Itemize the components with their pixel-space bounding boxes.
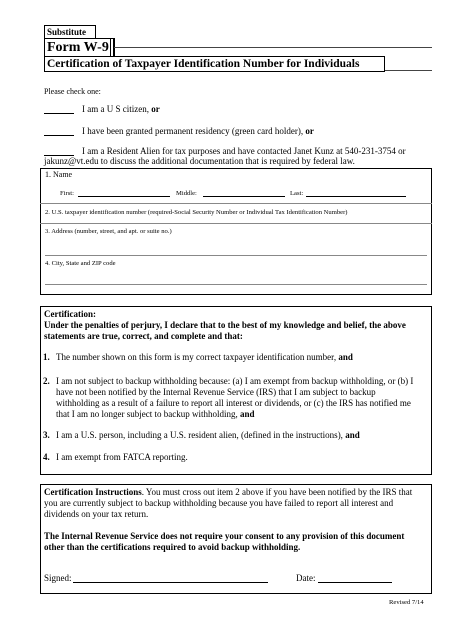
first-name-field[interactable]: [78, 196, 170, 197]
last-name-field[interactable]: [306, 196, 406, 197]
option-citizen-text: I am a U S citizen,: [82, 104, 152, 114]
middle-name-field[interactable]: [203, 196, 285, 197]
item-3-body: I am a U.S. person, including a U.S. resident alien, (defined in the instructions),: [56, 430, 346, 440]
option-resident-text: I have been granted permanent residency (green card holder),: [82, 126, 306, 136]
header-rule-top: [114, 47, 432, 48]
item-3-number: 3.: [43, 430, 50, 440]
substitute-box: [44, 25, 96, 39]
item-1-body: The number shown on this form is my correct taxpayer identification number,: [56, 352, 339, 362]
item-3-and: and: [345, 430, 360, 440]
item-2-text: [56, 376, 433, 420]
form-label-box: [44, 38, 114, 57]
item-2-number: 2.: [43, 376, 50, 386]
item-2-line1: I am not subject to backup withholding because: (a) I am exempt from backup withholding, or (b) I: [56, 376, 414, 386]
instructions-line1-rest: . You must cross out item 2 above if you have been notified by the IRS that: [141, 487, 413, 497]
irs-notice-line1: The Internal Revenue Service does not require your consent to any provision of this document: [44, 531, 405, 541]
first-name-label: First:: [60, 190, 74, 197]
item-1-and: and: [338, 352, 353, 362]
address-field[interactable]: [45, 255, 427, 256]
item-1-number: 1.: [43, 352, 50, 362]
check-blank-citizen[interactable]: [44, 113, 74, 114]
certification-intro-line1: Under the penalties of perjury, I declare that to the best of my knowledge and belief, the above: [44, 320, 406, 330]
form-label: Form W-9: [47, 40, 109, 55]
option-resident-alien-line1: I am a Resident Alien for tax purposes and have contacted Janet Kunz at 540-231-3754 or: [82, 146, 406, 156]
item-4-number: 4.: [43, 452, 50, 462]
instructions-heading: Certification Instructions: [44, 487, 142, 497]
check-prompt: Please check one:: [44, 87, 101, 96]
check-blank-resident[interactable]: [44, 135, 74, 136]
option-citizen-or: or: [151, 104, 160, 114]
certification-heading: Certification:: [44, 309, 96, 319]
form-title: Certification of Taxpayer Identification Number for Individuals: [47, 58, 360, 70]
instructions-line2: you are currently subject to backup withholding because you have failed to report all interest and: [44, 498, 394, 508]
last-name-label: Last:: [290, 190, 304, 197]
option-resident-or: or: [305, 126, 314, 136]
tin-label: 2. U.S. taxpayer identification number (required-Social Security Number or Individual Tax Identification Number): [45, 209, 348, 216]
item-2-line2: have not been notified by the Internal Revenue Service (IRS) that I am subject to backup: [56, 387, 376, 397]
signed-label: Signed:: [44, 573, 72, 583]
revision-note: Revised 7/14: [389, 599, 424, 606]
certification-intro-line2: statements are true, correct, and complete and that:: [44, 331, 243, 341]
option-citizen: [82, 104, 160, 115]
signature-field[interactable]: [73, 582, 268, 583]
instructions-line3: dividends on your tax return.: [44, 509, 149, 519]
option-resident-alien-line2: jakunz@vt.edu to discuss the additional documentation that is required by federal law.: [44, 156, 355, 166]
item-2-and: and: [239, 409, 255, 419]
option-permanent-resident: [82, 126, 314, 137]
tin-field[interactable]: [40, 223, 432, 224]
middle-name-label: Middle:: [176, 190, 197, 197]
item-2-line4: that I am no longer subject to backup withholding,: [56, 409, 240, 419]
city-state-zip-label: 4. City, State and ZIP code: [45, 260, 116, 267]
divider-name: [40, 203, 432, 204]
instructions-line1: [44, 487, 412, 498]
item-4-text: I am exempt from FATCA reporting.: [56, 452, 188, 462]
name-label: 1. Name: [45, 170, 73, 179]
item-1-text: [56, 352, 433, 363]
item-3-text: [56, 430, 433, 441]
title-box: [44, 56, 385, 72]
header-rule-bottom: [385, 70, 432, 71]
date-field[interactable]: [318, 582, 392, 583]
date-label: Date:: [296, 573, 316, 583]
city-state-zip-field[interactable]: [45, 284, 427, 285]
substitute-label: Substitute: [47, 27, 87, 37]
item-2-line3: withholding as a result of a failure to report all interest or dividends, or (c) the IRS has notified me: [56, 398, 411, 408]
address-label: 3. Address (number, street, and apt. or suite no.): [45, 228, 172, 235]
irs-notice-line2: other than the certifications required to avoid backup withholding.: [44, 542, 301, 552]
